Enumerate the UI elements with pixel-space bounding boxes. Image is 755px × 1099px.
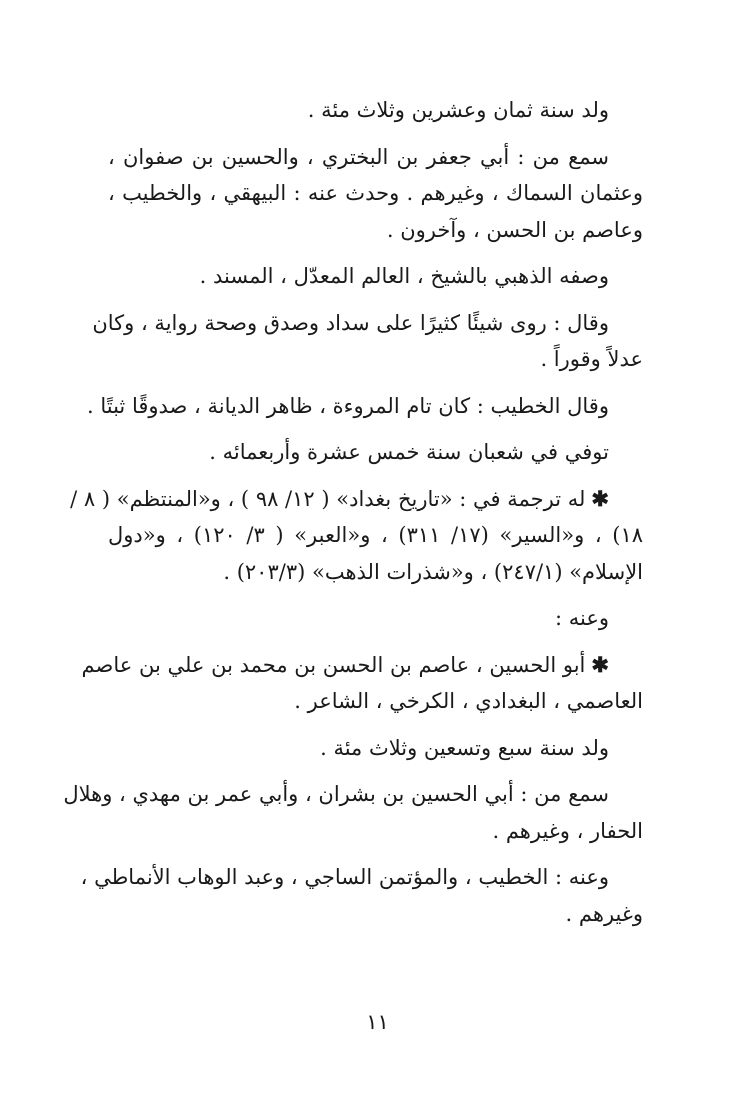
paragraph xyxy=(70,481,643,591)
text-content: وصفه الذهبي بالشيخ ، العالم المعدّل ، المسند . xyxy=(199,264,609,288)
text-content: سمع من : أبي جعفر بن البختري ، والحسين بن صفوان ، xyxy=(108,144,609,169)
paragraph xyxy=(63,776,643,849)
text-content: ولد سنة ثمان وعشرين وثلاث مئة . xyxy=(307,98,609,122)
paragraph xyxy=(108,92,643,129)
text-content: الإسلام» (٢٤٧/١) ، و«شذرات الذهب» (٢٠٣/٣) . xyxy=(223,559,643,584)
text-line xyxy=(87,388,643,425)
text-line xyxy=(108,813,643,850)
text-line xyxy=(108,730,643,767)
text-line xyxy=(108,517,643,554)
paragraph xyxy=(81,647,643,720)
text-content: وعنه : xyxy=(554,606,609,630)
text-line xyxy=(63,776,643,813)
paragraph xyxy=(108,434,643,471)
paragraph xyxy=(108,600,643,637)
text-content: سمع من : أبي الحسين بن بشران ، وأبي عمر بن مهدي ، وهلال xyxy=(63,782,609,806)
text-line xyxy=(108,139,643,176)
text-content: العاصمي ، البغدادي ، الكرخي ، الشاعر . xyxy=(294,689,643,713)
paragraph xyxy=(108,730,643,767)
asterisk-icon: ✱ xyxy=(591,651,609,677)
text-content: الحفار ، وغيرهم . xyxy=(492,818,643,843)
text-content: وعنه : الخطيب ، والمؤتمن الساجي ، وعبد الوهاب الأنماطي ، xyxy=(80,865,609,889)
text-line xyxy=(108,212,643,249)
text-line xyxy=(108,175,643,212)
text-content: توفي في شعبان سنة خمس عشرة وأربعمائه . xyxy=(209,440,609,464)
text-content: ولد سنة سبع وتسعين وثلاث مئة . xyxy=(320,735,609,760)
text-line xyxy=(108,600,643,637)
page-number: ١١ xyxy=(366,1010,389,1034)
text-line xyxy=(108,683,643,720)
text-content: وغيرهم . xyxy=(565,901,643,926)
paragraph xyxy=(87,388,643,425)
text-line xyxy=(81,647,643,684)
text-line xyxy=(108,554,643,591)
document-body xyxy=(63,92,643,942)
text-content: أبو الحسين ، عاصم بن الحسن بن محمد بن علي بن عاصم xyxy=(81,652,586,677)
text-line xyxy=(80,859,643,896)
paragraph xyxy=(80,859,643,932)
text-line xyxy=(108,434,643,471)
paragraph xyxy=(108,139,643,249)
paragraph xyxy=(108,258,643,295)
text-content: وعثمان السماك ، وغيرهم . وحدث عنه : البيهقي ، والخطيب ، xyxy=(108,181,643,205)
text-content: له ترجمة في : «تاريخ بغداد» ( ١٢/ ٩٨ ) ، و«المنتظم» ( ٨ / xyxy=(70,486,586,511)
text-line xyxy=(108,896,643,933)
paragraph xyxy=(92,305,643,378)
text-line xyxy=(108,92,643,129)
text-line xyxy=(108,258,643,295)
text-line xyxy=(108,341,643,378)
text-content: ١٨) ، و«السير» (١٧/ ٣١١) ، و«العبر» ( ٣/ ١٢٠) ، و«دول xyxy=(108,523,643,547)
text-content: عدلاً وقوراً . xyxy=(540,347,643,371)
text-content: وقال الخطيب : كان تام المروءة ، ظاهر الديانة ، صدوقًا ثبتًا . xyxy=(87,393,609,418)
asterisk-icon: ✱ xyxy=(591,485,609,511)
text-line xyxy=(70,481,643,518)
text-line xyxy=(92,305,643,342)
text-content: وعاصم بن الحسن ، وآخرون . xyxy=(386,217,643,242)
text-content: وقال : روى شيئًا كثيرًا على سداد وصدق وصحة رواية ، وكان xyxy=(92,310,609,335)
